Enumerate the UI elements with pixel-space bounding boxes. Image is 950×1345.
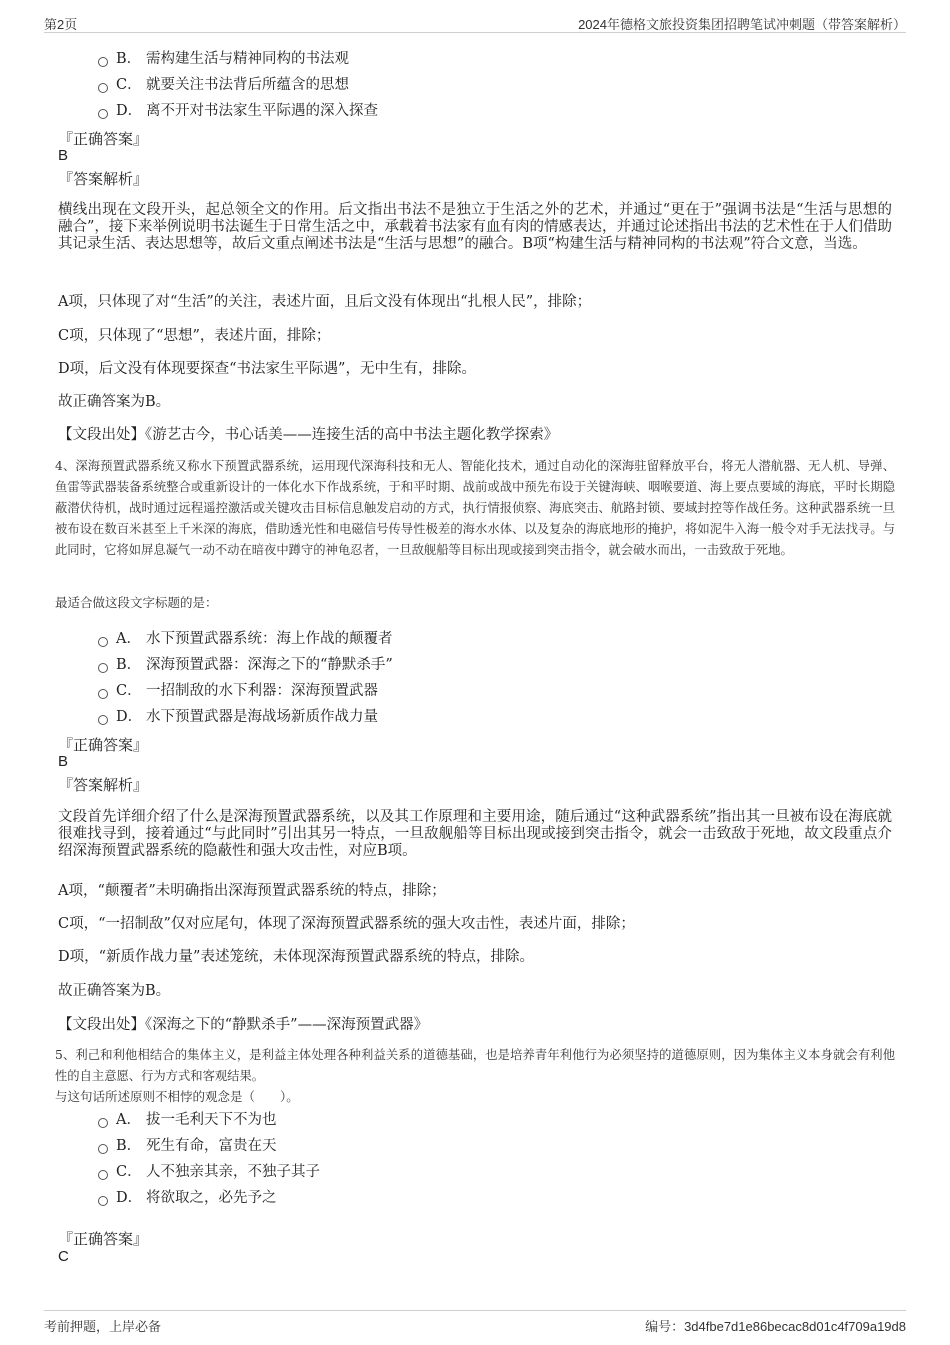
radio-icon[interactable] — [98, 1118, 108, 1128]
q4-analysis-d: D项，“新质作战力量”表述笼统，未体现深海预置武器系统的特点，排除。 — [58, 949, 534, 965]
q3-analysis-c: C项，只体现了“思想”，表述片面，排除； — [58, 328, 331, 344]
radio-icon[interactable] — [98, 663, 108, 673]
q3-analysis-d: D项，后文没有体现要探查“书法家生平际遇”，无中生有，排除。 — [58, 361, 476, 377]
q3-answer-tag: 『正确答案』 — [58, 130, 149, 148]
page-header — [44, 12, 906, 33]
radio-icon[interactable] — [98, 689, 108, 699]
q5-text: 5、利己和利他相结合的集体主义，是利益主体处理各种利益关系的道德基础，也是培养青年利他行为必须坚持的道德原则，因为集体主义本身就会有利他性的自主意愿、行为方式和客观结果。 — [55, 1048, 895, 1083]
q5-answer-tag: 『正确答案』 — [58, 1230, 149, 1248]
q3-source: 【文段出处】《游艺古今，书心话美——连接生活的高中书法主题化教学探索》 — [58, 427, 559, 443]
q4-option-c[interactable]: C． 一招制敌的水下利器：深海预置武器 — [98, 679, 378, 701]
q4-source: 【文段出处】《深海之下的“静默杀手”——深海预置武器》 — [58, 1017, 429, 1033]
q4-answer-tag: 『正确答案』 — [58, 736, 149, 754]
q4-analysis-tag: 『答案解析』 — [58, 776, 149, 794]
radio-icon[interactable] — [98, 1144, 108, 1154]
document-id: 编号：3d4fbe7d1e86becac8d01c4f709a19d8 — [645, 1319, 906, 1334]
radio-icon[interactable] — [98, 1170, 108, 1180]
q4-answer: B — [58, 753, 69, 770]
q5-option-d[interactable]: D． 将欲取之，必先予之 — [98, 1186, 277, 1208]
q3-analysis-tag: 『答案解析』 — [58, 170, 149, 188]
q5-option-a[interactable]: A． 拔一毛利天下不为也 — [98, 1108, 277, 1130]
radio-icon[interactable] — [98, 83, 108, 93]
q3-analysis: 横线出现在文段开头，起总领全文的作用。后文指出书法不是独立于生活之外的艺术，并通过“更在于”强调书法是“生活与思想的融合”，接下来举例说明书法诞生于日常生活之中，承载着书法家有血有肉的情感表达，并通过论述指出书法的艺术性在于人们借助其记录生活、表达思想等，故后文重点阐述书法是“生活与思想”的融合。B项“构建生活与精神同构的书法观”符合文意，当选。 — [58, 202, 892, 252]
q4-analysis-c: C项，“一招制敌”仅对应尾句，体现了深海预置武器系统的强大攻击性，表述片面，排除； — [58, 916, 635, 932]
q4-option-d[interactable]: D． 水下预置武器是海战场新质作战力量 — [98, 705, 378, 727]
q5-option-c[interactable]: C． 人不独亲其亲，不独子其子 — [98, 1160, 320, 1182]
q5-option-b[interactable]: B． 死生有命，富贵在天 — [98, 1134, 277, 1156]
q3-analysis-a: A项，只体现了对“生活”的关注，表述片面，且后文没有体现出“扎根人民”，排除； — [58, 294, 592, 310]
q3-option-b[interactable]: B． 需构建生活与精神同构的书法观 — [98, 47, 349, 69]
radio-icon[interactable] — [98, 57, 108, 67]
q3-option-d[interactable]: D． 离不开对书法家生平际遇的深入探查 — [98, 99, 378, 121]
q4-analysis-a: A项，“颠覆者”未明确指出深海预置武器系统的特点，排除； — [58, 883, 446, 899]
radio-icon[interactable] — [98, 715, 108, 725]
q3-option-c[interactable]: C． 就要关注书法背后所蕴含的思想 — [98, 73, 349, 95]
q4-option-b[interactable]: B． 深海预置武器：深海之下的“静默杀手” — [98, 653, 393, 675]
q3-answer: B — [58, 147, 69, 164]
document-title: 2024年德格文旅投资集团招聘笔试冲刺题（带答案解析） — [578, 17, 906, 32]
page-footer — [44, 1310, 906, 1335]
q5-prompt: 与这句话所述原则不相悖的观念是（ ）。 — [55, 1089, 299, 1104]
q3-conclusion: 故正确答案为B。 — [58, 394, 171, 410]
q4-text: 4、深海预置武器系统又称水下预置武器系统，运用现代深海科技和无人、智能化技术，通过自动化的深海驻留释放平台，将无人潜航器、无人机、导弹、鱼雷等武器装备系统整合或重新设计的一体化水下作战系统，于和平时期、战前或战中预先布设于关键海峡、咽喉要道、海上要点要域的海底，平时长期隐蔽潜伏待机，战时通过远程遥控激活或关键攻击目标信息触发启动的方式，执行情报侦察、海底突击、航路封锁、要域封控等作战任务。这种武器系统一旦被布设在数百米甚至上千米深的海底，借助透光性和电磁信号传导性极差的海水水体、以及复杂的海底地形的掩护，将如泥牛入海一般令对手无法找寻。与此同时，它将如屏息凝气一动不动在暗夜中蹲守的神龟忍者，一旦敌舰船等目标出现或接到突击指令，就会破水而出，一击致敌于死地。 — [55, 459, 895, 557]
footer-slogan: 考前押题，上岸必备 — [44, 1319, 162, 1334]
radio-icon[interactable] — [98, 109, 108, 119]
q4-conclusion: 故正确答案为B。 — [58, 983, 171, 999]
radio-icon[interactable] — [98, 637, 108, 647]
page-number: 第2页 — [44, 17, 78, 32]
q4-prompt: 最适合做这段文字标题的是： — [55, 595, 218, 610]
q4-option-a[interactable]: A． 水下预置武器系统：海上作战的颠覆者 — [98, 627, 393, 649]
radio-icon[interactable] — [98, 1196, 108, 1206]
q4-analysis: 文段首先详细介绍了什么是深海预置武器系统，以及其工作原理和主要用途，随后通过“这种武器系统”指出其一旦被布设在海底就很难找寻到，接着通过“与此同时”引出其另一特点，一旦敌舰船等目标出现或接到突击指令，就会一击致敌于死地，故文段重点介绍深海预置武器系统的隐蔽性和强大攻击性，对应B项。 — [58, 809, 892, 859]
q5-answer: C — [58, 1248, 69, 1265]
